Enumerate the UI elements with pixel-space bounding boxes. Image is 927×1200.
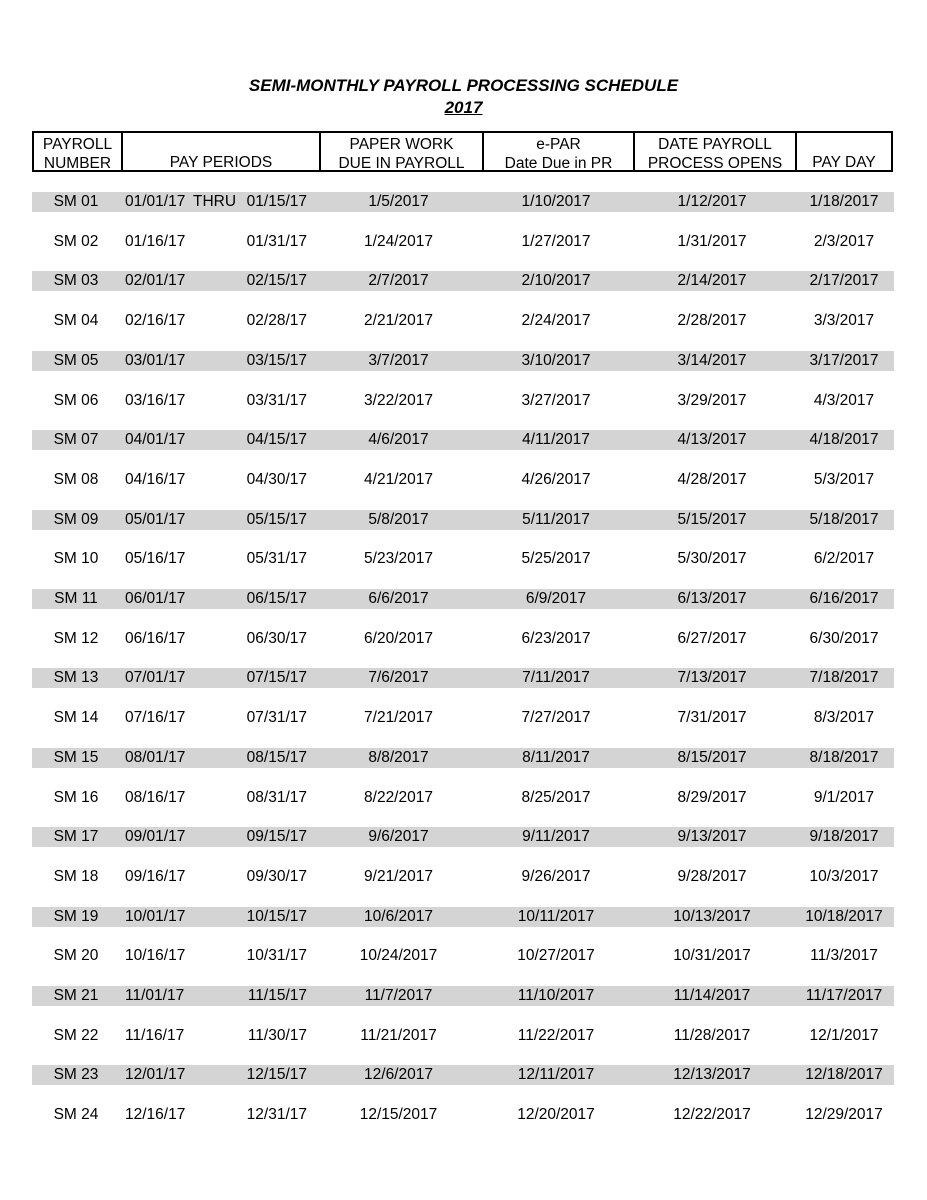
table-header	[32, 131, 893, 172]
payroll-number-cell: SM 22	[53, 1027, 99, 1044]
paperwork-due-cell: 11/21/2017	[360, 1027, 437, 1044]
paperwork-due-cell: 5/8/2017	[368, 511, 429, 528]
table-row	[32, 271, 894, 291]
header-payroll-number-line2: NUMBER	[43, 155, 112, 172]
table-row	[32, 708, 894, 728]
period-end-cell: 01/31/17	[246, 233, 307, 250]
epar-due-cell: 6/9/2017	[525, 590, 587, 607]
table-row	[32, 907, 894, 927]
epar-due-cell: 11/22/2017	[517, 1027, 595, 1044]
process-opens-cell: 11/14/2017	[673, 987, 751, 1004]
epar-due-cell: 10/27/2017	[517, 947, 595, 964]
payroll-number-cell: SM 24	[53, 1106, 99, 1123]
table-row	[32, 748, 894, 768]
period-end-cell: 02/28/17	[246, 312, 307, 329]
pay-day-cell: 11/3/2017	[810, 947, 878, 964]
header-process-opens-line2: PROCESS OPENS	[647, 155, 783, 172]
paperwork-due-cell: 7/21/2017	[364, 709, 433, 726]
pay-day-cell: 6/2/2017	[813, 550, 875, 567]
pay-day-cell: 2/17/2017	[809, 272, 879, 289]
period-start-cell: 05/01/17	[125, 511, 186, 528]
header-process-opens-line1: DATE PAYROLL	[658, 136, 772, 153]
period-end-cell: 10/31/17	[246, 947, 307, 964]
epar-due-cell: 9/26/2017	[521, 868, 591, 885]
period-start-cell: 07/01/17	[125, 669, 186, 686]
epar-due-cell: 7/11/2017	[522, 669, 590, 686]
payroll-number-cell: SM 03	[53, 272, 99, 289]
period-start-cell: 01/01/17	[125, 193, 186, 210]
epar-due-cell: 7/27/2017	[521, 709, 591, 726]
paperwork-due-cell: 3/22/2017	[364, 392, 433, 409]
period-end-cell: 09/30/17	[246, 868, 307, 885]
document-year: 2017	[444, 98, 483, 117]
table-row	[32, 470, 894, 490]
period-end-cell: 12/31/17	[246, 1106, 307, 1123]
payroll-number-cell: SM 17	[53, 828, 99, 845]
pay-day-cell: 1/18/2017	[809, 193, 879, 210]
process-opens-cell: 10/31/2017	[673, 947, 751, 964]
pay-day-cell: 9/1/2017	[813, 789, 875, 806]
table-row	[32, 232, 894, 252]
period-end-cell: 11/30/17	[247, 1027, 307, 1044]
payroll-number-cell: SM 06	[53, 392, 99, 409]
epar-due-cell: 2/24/2017	[521, 312, 591, 329]
paperwork-due-cell: 10/24/2017	[359, 947, 438, 964]
period-start-cell: 03/16/17	[125, 392, 186, 409]
pay-day-cell: 3/3/2017	[813, 312, 875, 329]
header-epar-due-line1: e-PAR	[536, 136, 581, 153]
period-start-cell: 04/01/17	[125, 431, 186, 448]
table-row	[32, 351, 894, 371]
period-end-cell: 08/15/17	[246, 749, 307, 766]
paperwork-due-cell: 6/6/2017	[368, 590, 429, 607]
period-end-cell: 01/15/17	[246, 193, 307, 210]
period-end-cell: 12/15/17	[246, 1066, 307, 1083]
epar-due-cell: 12/11/2017	[517, 1066, 595, 1083]
pay-day-cell: 9/18/2017	[809, 828, 879, 845]
table-row	[32, 827, 894, 847]
paperwork-due-cell: 6/20/2017	[364, 630, 433, 647]
period-end-cell: 04/15/17	[246, 431, 307, 448]
table-row	[32, 311, 894, 331]
process-opens-cell: 6/13/2017	[677, 590, 747, 607]
document-title: SEMI-MONTHLY PAYROLL PROCESSING SCHEDULE	[248, 76, 679, 95]
paperwork-due-cell: 11/7/2017	[364, 987, 433, 1004]
paperwork-due-cell: 8/22/2017	[364, 789, 433, 806]
header-pay-periods: PAY PERIODS	[121, 133, 319, 170]
epar-due-cell: 8/11/2017	[522, 749, 590, 766]
paperwork-due-cell: 5/23/2017	[364, 550, 433, 567]
pay-day-cell: 12/18/2017	[805, 1066, 883, 1083]
table-row	[32, 430, 894, 450]
epar-due-cell: 8/25/2017	[521, 789, 591, 806]
payroll-number-cell: SM 12	[53, 630, 99, 647]
pay-day-cell: 10/18/2017	[805, 908, 883, 925]
paperwork-due-cell: 8/8/2017	[368, 749, 429, 766]
table-row	[32, 1065, 894, 1085]
period-end-cell: 09/15/17	[246, 828, 307, 845]
table-row	[32, 391, 894, 411]
table-row	[32, 668, 894, 688]
process-opens-cell: 5/15/2017	[677, 511, 747, 528]
payroll-number-cell: SM 08	[53, 471, 99, 488]
pay-day-cell: 7/18/2017	[809, 669, 879, 686]
pay-day-cell: 4/3/2017	[813, 392, 875, 409]
paperwork-due-cell: 3/7/2017	[368, 352, 429, 369]
period-start-cell: 06/16/17	[125, 630, 186, 647]
table-row	[32, 549, 894, 569]
period-start-cell: 03/01/17	[125, 352, 186, 369]
pay-day-cell: 4/18/2017	[809, 431, 879, 448]
epar-due-cell: 1/27/2017	[521, 233, 591, 250]
epar-due-cell: 11/10/2017	[517, 987, 595, 1004]
payroll-number-cell: SM 19	[53, 908, 99, 925]
epar-due-cell: 6/23/2017	[521, 630, 591, 647]
process-opens-cell: 6/27/2017	[677, 630, 747, 647]
payroll-number-cell: SM 07	[53, 431, 99, 448]
process-opens-cell: 8/15/2017	[677, 749, 747, 766]
process-opens-cell: 10/13/2017	[673, 908, 751, 925]
process-opens-cell: 1/31/2017	[677, 233, 747, 250]
process-opens-cell: 3/14/2017	[677, 352, 747, 369]
epar-due-cell: 5/11/2017	[522, 511, 590, 528]
pay-day-cell: 6/30/2017	[809, 630, 879, 647]
process-opens-cell: 7/31/2017	[677, 709, 747, 726]
table-row	[32, 788, 894, 808]
header-epar-due	[482, 133, 633, 170]
pay-day-cell: 10/3/2017	[809, 868, 879, 885]
table-row	[32, 946, 894, 966]
process-opens-cell: 11/28/2017	[673, 1027, 751, 1044]
pay-day-cell: 5/3/2017	[813, 471, 875, 488]
pay-day-cell: 11/17/2017	[805, 987, 883, 1004]
process-opens-cell: 1/12/2017	[677, 193, 747, 210]
payroll-number-cell: SM 23	[53, 1066, 99, 1083]
payroll-number-cell: SM 16	[53, 789, 99, 806]
table-row	[32, 192, 894, 212]
period-end-cell: 06/15/17	[246, 590, 307, 607]
table-row	[32, 867, 894, 887]
payroll-number-cell: SM 05	[53, 352, 99, 369]
table-row	[32, 629, 894, 649]
process-opens-cell: 12/13/2017	[673, 1066, 751, 1083]
paperwork-due-cell: 9/6/2017	[368, 828, 429, 845]
payroll-number-cell: SM 02	[53, 233, 99, 250]
period-start-cell: 06/01/17	[125, 590, 186, 607]
pay-day-cell: 8/3/2017	[813, 709, 875, 726]
period-thru-cell: THRU	[193, 193, 237, 210]
table-row	[32, 1026, 894, 1046]
epar-due-cell: 12/20/2017	[517, 1106, 595, 1123]
process-opens-cell: 12/22/2017	[673, 1106, 751, 1123]
paperwork-due-cell: 12/6/2017	[364, 1066, 433, 1083]
period-end-cell: 03/31/17	[246, 392, 307, 409]
payroll-number-cell: SM 10	[53, 550, 99, 567]
period-start-cell: 09/16/17	[125, 868, 186, 885]
process-opens-cell: 7/13/2017	[677, 669, 747, 686]
payroll-number-cell: SM 01	[53, 193, 99, 210]
header-paperwork-due	[319, 133, 482, 170]
process-opens-cell: 3/29/2017	[677, 392, 747, 409]
epar-due-cell: 2/10/2017	[521, 272, 591, 289]
period-end-cell: 07/31/17	[246, 709, 307, 726]
paperwork-due-cell: 1/5/2017	[368, 193, 429, 210]
header-paperwork-due-line2: DUE IN PAYROLL	[338, 155, 465, 172]
period-start-cell: 04/16/17	[125, 471, 186, 488]
period-end-cell: 10/15/17	[246, 908, 307, 925]
period-start-cell: 12/01/17	[125, 1066, 186, 1083]
period-end-cell: 06/30/17	[246, 630, 307, 647]
paperwork-due-cell: 1/24/2017	[364, 233, 433, 250]
table-row	[32, 589, 894, 609]
pay-day-cell: 3/17/2017	[809, 352, 879, 369]
pay-day-cell: 5/18/2017	[809, 511, 879, 528]
period-end-cell: 07/15/17	[246, 669, 307, 686]
table-row	[32, 510, 894, 530]
paperwork-due-cell: 2/21/2017	[364, 312, 433, 329]
period-end-cell: 02/15/17	[246, 272, 307, 289]
period-end-cell: 04/30/17	[246, 471, 307, 488]
header-payroll-number-line1: PAYROLL	[42, 136, 113, 153]
paperwork-due-cell: 10/6/2017	[364, 908, 433, 925]
pay-day-cell: 2/3/2017	[813, 233, 875, 250]
period-start-cell: 12/16/17	[125, 1106, 186, 1123]
period-end-cell: 03/15/17	[246, 352, 307, 369]
paperwork-due-cell: 4/21/2017	[364, 471, 433, 488]
period-start-cell: 02/16/17	[125, 312, 186, 329]
period-start-cell: 01/16/17	[125, 233, 186, 250]
payroll-number-cell: SM 18	[53, 868, 99, 885]
pay-day-cell: 8/18/2017	[809, 749, 879, 766]
process-opens-cell: 8/29/2017	[677, 789, 747, 806]
period-start-cell: 11/16/17	[125, 1027, 185, 1044]
epar-due-cell: 4/26/2017	[521, 471, 591, 488]
process-opens-cell: 9/13/2017	[677, 828, 747, 845]
paperwork-due-cell: 4/6/2017	[368, 431, 429, 448]
epar-due-cell: 9/11/2017	[522, 828, 590, 845]
period-start-cell: 09/01/17	[125, 828, 186, 845]
period-start-cell: 10/16/17	[125, 947, 186, 964]
paperwork-due-cell: 2/7/2017	[368, 272, 429, 289]
period-start-cell: 02/01/17	[125, 272, 186, 289]
payroll-number-cell: SM 11	[54, 590, 98, 607]
payroll-number-cell: SM 15	[53, 749, 99, 766]
process-opens-cell: 2/14/2017	[677, 272, 747, 289]
payroll-number-cell: SM 09	[53, 511, 99, 528]
process-opens-cell: 9/28/2017	[677, 868, 747, 885]
period-end-cell: 05/31/17	[246, 550, 307, 567]
process-opens-cell: 4/28/2017	[677, 471, 747, 488]
period-end-cell: 11/15/17	[247, 987, 307, 1004]
paperwork-due-cell: 9/21/2017	[364, 868, 433, 885]
epar-due-cell: 3/27/2017	[521, 392, 591, 409]
period-start-cell: 10/01/17	[125, 908, 186, 925]
header-pay-day: PAY DAY	[795, 133, 891, 170]
epar-due-cell: 4/11/2017	[522, 431, 590, 448]
header-paperwork-due-line1: PAPER WORK	[349, 136, 454, 153]
payroll-number-cell: SM 21	[53, 987, 99, 1004]
payroll-number-cell: SM 04	[53, 312, 99, 329]
period-start-cell: 11/01/17	[125, 987, 185, 1004]
pay-day-cell: 12/29/2017	[805, 1106, 883, 1123]
header-payroll-number	[34, 133, 121, 170]
epar-due-cell: 10/11/2017	[517, 908, 595, 925]
paperwork-due-cell: 7/6/2017	[368, 669, 429, 686]
pay-day-cell: 6/16/2017	[809, 590, 879, 607]
table-row	[32, 986, 894, 1006]
payroll-number-cell: SM 14	[53, 709, 99, 726]
period-start-cell: 08/16/17	[125, 789, 186, 806]
table-row	[32, 1105, 894, 1125]
process-opens-cell: 5/30/2017	[677, 550, 747, 567]
paperwork-due-cell: 12/15/2017	[359, 1106, 438, 1123]
process-opens-cell: 4/13/2017	[677, 431, 747, 448]
epar-due-cell: 3/10/2017	[521, 352, 591, 369]
header-process-opens	[633, 133, 795, 170]
period-start-cell: 07/16/17	[125, 709, 186, 726]
payroll-number-cell: SM 20	[53, 947, 99, 964]
period-end-cell: 05/15/17	[246, 511, 307, 528]
period-start-cell: 08/01/17	[125, 749, 186, 766]
period-end-cell: 08/31/17	[246, 789, 307, 806]
payroll-number-cell: SM 13	[53, 669, 99, 686]
epar-due-cell: 1/10/2017	[521, 193, 591, 210]
header-epar-due-line2: Date Due in PR	[504, 155, 613, 172]
epar-due-cell: 5/25/2017	[521, 550, 591, 567]
pay-day-cell: 12/1/2017	[809, 1027, 879, 1044]
period-start-cell: 05/16/17	[125, 550, 186, 567]
process-opens-cell: 2/28/2017	[677, 312, 747, 329]
